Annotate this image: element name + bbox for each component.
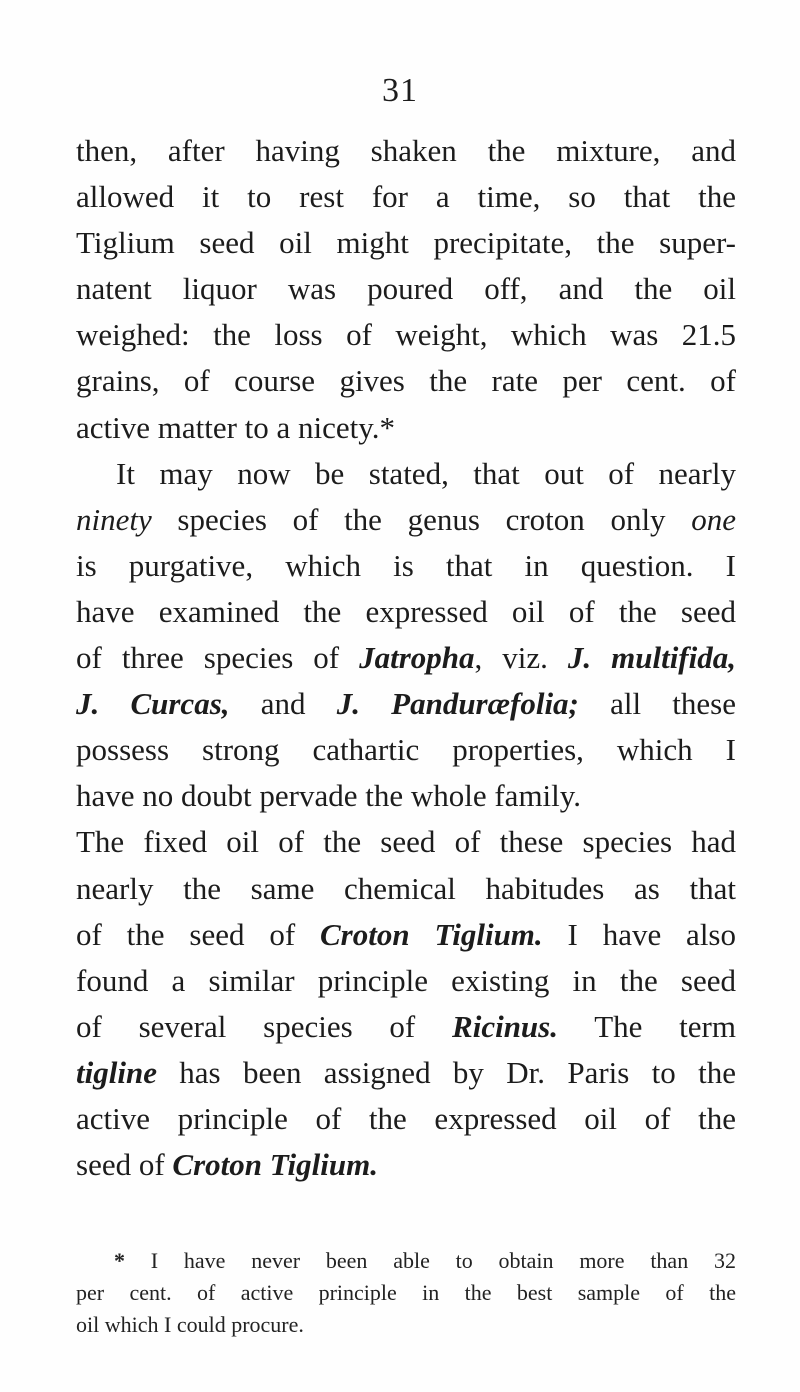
page-number: 31 — [382, 72, 418, 109]
text-line: It may now be stated, that out of nearly — [116, 455, 736, 491]
text-line: natent liquor was poured off, and the oil — [76, 271, 736, 307]
text-run: , viz. — [474, 640, 568, 676]
text-line: found a similar principle existing in the seed — [76, 962, 736, 998]
text-line: active principle of the expressed oil of the — [76, 1100, 736, 1136]
text-run: I have also — [542, 916, 736, 952]
text-run: has been assigned by Dr. Paris to the — [156, 1054, 736, 1090]
footnote-mark: * — [114, 1248, 125, 1273]
text-line: nearly the same chemical habitudes as that — [76, 870, 736, 906]
text-run: I have never been able to obtain more than 32 — [125, 1248, 736, 1273]
footnote-line: per cent. of active principle in the best sample of the — [76, 1280, 736, 1305]
emphasis-ninety: ninety — [76, 501, 152, 537]
text-run: seed of — [76, 1147, 173, 1183]
term-tigline: tigline — [76, 1054, 157, 1090]
text-line: The fixed oil of the seed of these species had — [76, 824, 736, 860]
species-croton-tiglium: Croton Tiglium. — [320, 916, 543, 952]
text-line: weighed: the loss of weight, which was 21.5 — [76, 317, 736, 353]
species-multifida: J. multifida, — [567, 640, 736, 676]
text-run: and — [229, 686, 337, 722]
text-line: have examined the expressed oil of the seed — [76, 593, 736, 629]
genus-jatropha: Jatropha — [359, 640, 475, 676]
text-line — [76, 1004, 736, 1050]
text-run: all these — [578, 686, 736, 722]
text-run: of three species of — [76, 640, 360, 676]
text-line — [76, 912, 736, 958]
footnote — [76, 1245, 736, 1341]
text-line: active matter to a nicety.* — [76, 409, 396, 445]
body-text — [76, 128, 736, 1188]
species-panduraefolia: J. Panduræfolia; — [336, 686, 579, 722]
text-line — [76, 1050, 736, 1096]
text-line: Tiglium seed oil might precipitate, the super- — [76, 225, 736, 261]
text-line — [76, 1142, 736, 1188]
text-line: grains, of course gives the rate per cent. of — [76, 363, 736, 399]
text-run: of several species of — [76, 1008, 453, 1044]
text-line — [76, 497, 736, 543]
text-line — [76, 635, 736, 681]
text-line: have no doubt pervade the whole family. — [76, 778, 582, 814]
text-run: species of the genus croton only — [151, 501, 692, 537]
text-run: The term — [558, 1008, 736, 1044]
text-line: possess strong cathartic properties, which I — [76, 732, 736, 768]
footnote-line — [76, 1245, 736, 1277]
genus-ricinus: Ricinus. — [452, 1008, 558, 1044]
text-line: is purgative, which is that in question. I — [76, 547, 736, 583]
text-line: then, after having shaken the mixture, and — [76, 133, 736, 168]
emphasis-one: one — [691, 501, 736, 537]
text-run: of the seed of — [76, 916, 320, 952]
species-croton-tiglium: Croton Tiglium. — [172, 1147, 378, 1183]
footnote-line: oil which I could procure. — [76, 1312, 304, 1337]
text-line — [76, 681, 736, 727]
species-curcas: J. Curcas, — [76, 686, 230, 722]
text-line: allowed it to rest for a time, so that the — [76, 179, 736, 215]
